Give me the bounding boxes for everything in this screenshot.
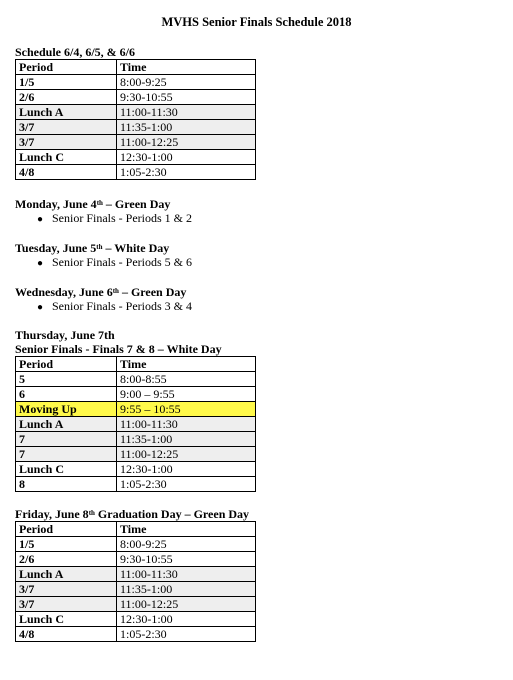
table-row bbox=[16, 372, 256, 387]
period-cell: Lunch C bbox=[16, 612, 117, 627]
table-row bbox=[16, 135, 256, 150]
table-row bbox=[16, 612, 256, 627]
time-cell: 11:00-11:30 bbox=[117, 105, 256, 120]
table-row bbox=[16, 165, 256, 180]
period-cell: 5 bbox=[16, 372, 117, 387]
period-cell: Lunch A bbox=[16, 417, 117, 432]
tuesday-day: Tuesday, June 5 bbox=[15, 241, 97, 255]
period-cell: 3/7 bbox=[16, 120, 117, 135]
time-cell: 11:00-12:25 bbox=[117, 135, 256, 150]
period-cell: 4/8 bbox=[16, 165, 117, 180]
wednesday-day: Wednesday, June 6 bbox=[15, 285, 113, 299]
monday-bullet bbox=[37, 211, 192, 227]
table-row bbox=[16, 432, 256, 447]
column-header-time: Time bbox=[117, 60, 256, 75]
wednesday-bullet bbox=[37, 299, 192, 315]
period-cell: 7 bbox=[16, 432, 117, 447]
column-header-period: Period bbox=[16, 522, 117, 537]
time-cell: 12:30-1:00 bbox=[117, 150, 256, 165]
period-cell: 4/8 bbox=[16, 627, 117, 642]
table-row bbox=[16, 387, 256, 402]
time-cell: 11:00-12:25 bbox=[117, 447, 256, 462]
table-row bbox=[16, 75, 256, 90]
friday-sup: th bbox=[88, 509, 95, 517]
period-cell: 1/5 bbox=[16, 75, 117, 90]
table-row bbox=[16, 417, 256, 432]
time-cell: 12:30-1:00 bbox=[117, 462, 256, 477]
table-row bbox=[16, 552, 256, 567]
column-header-period: Period bbox=[16, 357, 117, 372]
time-cell: 9:30-10:55 bbox=[117, 90, 256, 105]
thursday-heading: Thursday, June 7th bbox=[15, 328, 115, 342]
friday-day: Friday, June 8 bbox=[15, 507, 89, 521]
wednesday-rest: – Green Day bbox=[118, 285, 187, 299]
friday-rest: Graduation Day – Green Day bbox=[94, 507, 250, 521]
time-cell: 8:00-9:25 bbox=[117, 537, 256, 552]
tuesday-bullet bbox=[37, 255, 192, 271]
monday-rest: – Green Day bbox=[102, 197, 171, 211]
page-title: MVHS Senior Finals Schedule 2018 bbox=[161, 15, 352, 29]
period-cell: Lunch C bbox=[16, 150, 117, 165]
monday-bullet-text: Senior Finals - Periods 1 & 2 bbox=[52, 211, 192, 225]
table-row bbox=[16, 627, 256, 642]
period-cell: Lunch C bbox=[16, 462, 117, 477]
schedule-table-friday bbox=[15, 521, 256, 642]
time-cell: 9:30-10:55 bbox=[117, 552, 256, 567]
schedule-table-thursday bbox=[15, 356, 256, 492]
wednesday-bullet-text: Senior Finals - Periods 3 & 4 bbox=[52, 299, 192, 313]
thursday-subheading: Senior Finals - Finals 7 & 8 – White Day bbox=[15, 342, 222, 356]
time-cell: 11:35-1:00 bbox=[117, 120, 256, 135]
time-cell: 1:05-2:30 bbox=[117, 165, 256, 180]
time-cell: 9:00 – 9:55 bbox=[117, 387, 256, 402]
table-row bbox=[16, 447, 256, 462]
table-row bbox=[16, 462, 256, 477]
time-cell: 11:35-1:00 bbox=[117, 582, 256, 597]
bullet-icon: ● bbox=[37, 258, 44, 269]
time-cell: 9:55 – 10:55 bbox=[117, 402, 256, 417]
period-cell: 8 bbox=[16, 477, 117, 492]
period-cell: 6 bbox=[16, 387, 117, 402]
table-row bbox=[16, 402, 256, 417]
tuesday-rest: – White Day bbox=[102, 241, 170, 255]
table-row bbox=[16, 537, 256, 552]
bullet-icon: ● bbox=[37, 214, 44, 225]
time-cell: 8:00-9:25 bbox=[117, 75, 256, 90]
table-row bbox=[16, 597, 256, 612]
table-header-row bbox=[16, 60, 256, 75]
column-header-time: Time bbox=[117, 522, 256, 537]
table-header-row bbox=[16, 522, 256, 537]
friday-heading bbox=[15, 507, 249, 521]
table-row bbox=[16, 582, 256, 597]
time-cell: 11:00-12:25 bbox=[117, 597, 256, 612]
monday-day: Monday, June 4 bbox=[15, 197, 97, 211]
period-cell: 3/7 bbox=[16, 135, 117, 150]
time-cell: 11:00-11:30 bbox=[117, 567, 256, 582]
table-row bbox=[16, 477, 256, 492]
period-cell: Lunch A bbox=[16, 567, 117, 582]
schedule-heading: Schedule 6/4, 6/5, & 6/6 bbox=[15, 45, 136, 59]
period-cell: 3/7 bbox=[16, 597, 117, 612]
table-row bbox=[16, 150, 256, 165]
tuesday-heading bbox=[15, 241, 169, 255]
time-cell: 11:00-11:30 bbox=[117, 417, 256, 432]
period-cell: 2/6 bbox=[16, 90, 117, 105]
table-row bbox=[16, 567, 256, 582]
table-row bbox=[16, 90, 256, 105]
time-cell: 1:05-2:30 bbox=[117, 627, 256, 642]
period-cell: 1/5 bbox=[16, 537, 117, 552]
period-cell: 3/7 bbox=[16, 582, 117, 597]
monday-sup: th bbox=[96, 199, 103, 207]
period-cell: Moving Up bbox=[16, 402, 117, 417]
monday-heading bbox=[15, 197, 170, 211]
table-row bbox=[16, 120, 256, 135]
column-header-period: Period bbox=[16, 60, 117, 75]
time-cell: 1:05-2:30 bbox=[117, 477, 256, 492]
schedule-table-1 bbox=[15, 59, 256, 180]
wednesday-sup: th bbox=[112, 287, 119, 295]
tuesday-bullet-text: Senior Finals - Periods 5 & 6 bbox=[52, 255, 192, 269]
period-cell: 7 bbox=[16, 447, 117, 462]
period-cell: Lunch A bbox=[16, 105, 117, 120]
column-header-time: Time bbox=[117, 357, 256, 372]
table-row bbox=[16, 105, 256, 120]
table-header-row bbox=[16, 357, 256, 372]
wednesday-heading bbox=[15, 285, 186, 299]
period-cell: 2/6 bbox=[16, 552, 117, 567]
time-cell: 11:35-1:00 bbox=[117, 432, 256, 447]
time-cell: 12:30-1:00 bbox=[117, 612, 256, 627]
time-cell: 8:00-8:55 bbox=[117, 372, 256, 387]
tuesday-sup: th bbox=[96, 243, 103, 251]
bullet-icon: ● bbox=[37, 302, 44, 313]
